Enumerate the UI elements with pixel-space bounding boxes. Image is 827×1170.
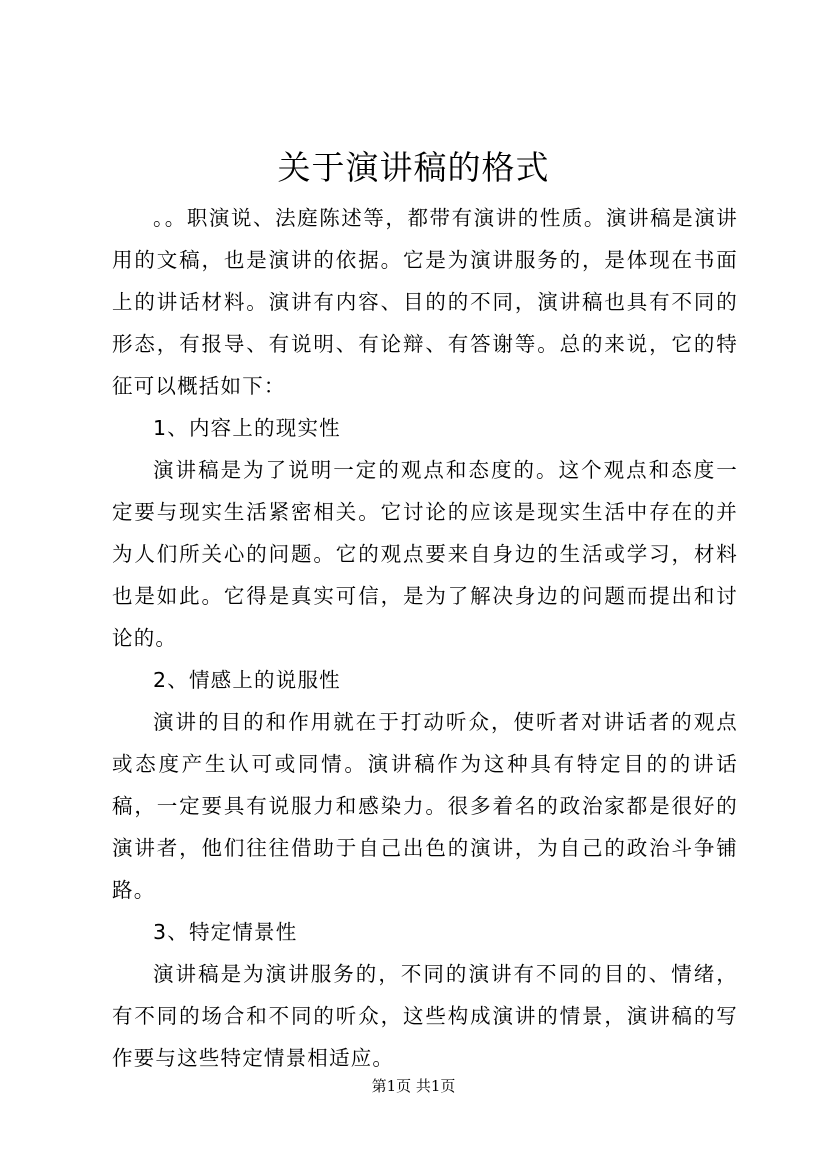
document-title: 关于演讲稿的格式 — [277, 148, 550, 187]
section-heading-2: 2、情感上的说服性 — [153, 668, 341, 692]
section-heading-1: 1、内容上的现实性 — [153, 416, 341, 440]
section-paragraph-2: 演讲的目的和作用就在于打动听众，使听者对讲话者的观点或态度产生认可或同情。演讲稿作为这种具有特定目的的讲话稿，一定要具有说服力和感染力。很多着名的政治家都是很好的演讲者，他们往往借助于自己出色的演讲，为自己的政治斗争铺路。 — [112, 710, 738, 902]
document-body — [112, 197, 738, 1079]
intro-paragraph: 。。职演说、法庭陈述等，都带有演讲的性质。演讲稿是演讲用的文稿，也是演讲的依据。它是为演讲服务的，是体现在书面上的讲话材料。演讲有内容、目的的不同，演讲稿也具有不同的形态，有报导、有说明、有论辩、有答谢等。总的来说，它的特征可以概括如下： — [112, 206, 738, 398]
section-paragraph-1: 演讲稿是为了说明一定的观点和态度的。这个观点和态度一定要与现实生活紧密相关。它讨论的应该是现实生活中存在的并为人们所关心的问题。它的观点要来自身边的生活或学习，材料也是如此。它得是真实可信，是为了解决身边的问题而提出和讨论的。 — [112, 458, 738, 650]
section-paragraph-3: 演讲稿是为演讲服务的，不同的演讲有不同的目的、情绪，有不同的场合和不同的听众，这些构成演讲的情景，演讲稿的写作要与这些特定情景相适应。 — [112, 962, 738, 1070]
section-heading-3: 3、特定情景性 — [153, 920, 298, 944]
page-number-footer: 第1页 共1页 — [371, 1077, 456, 1095]
